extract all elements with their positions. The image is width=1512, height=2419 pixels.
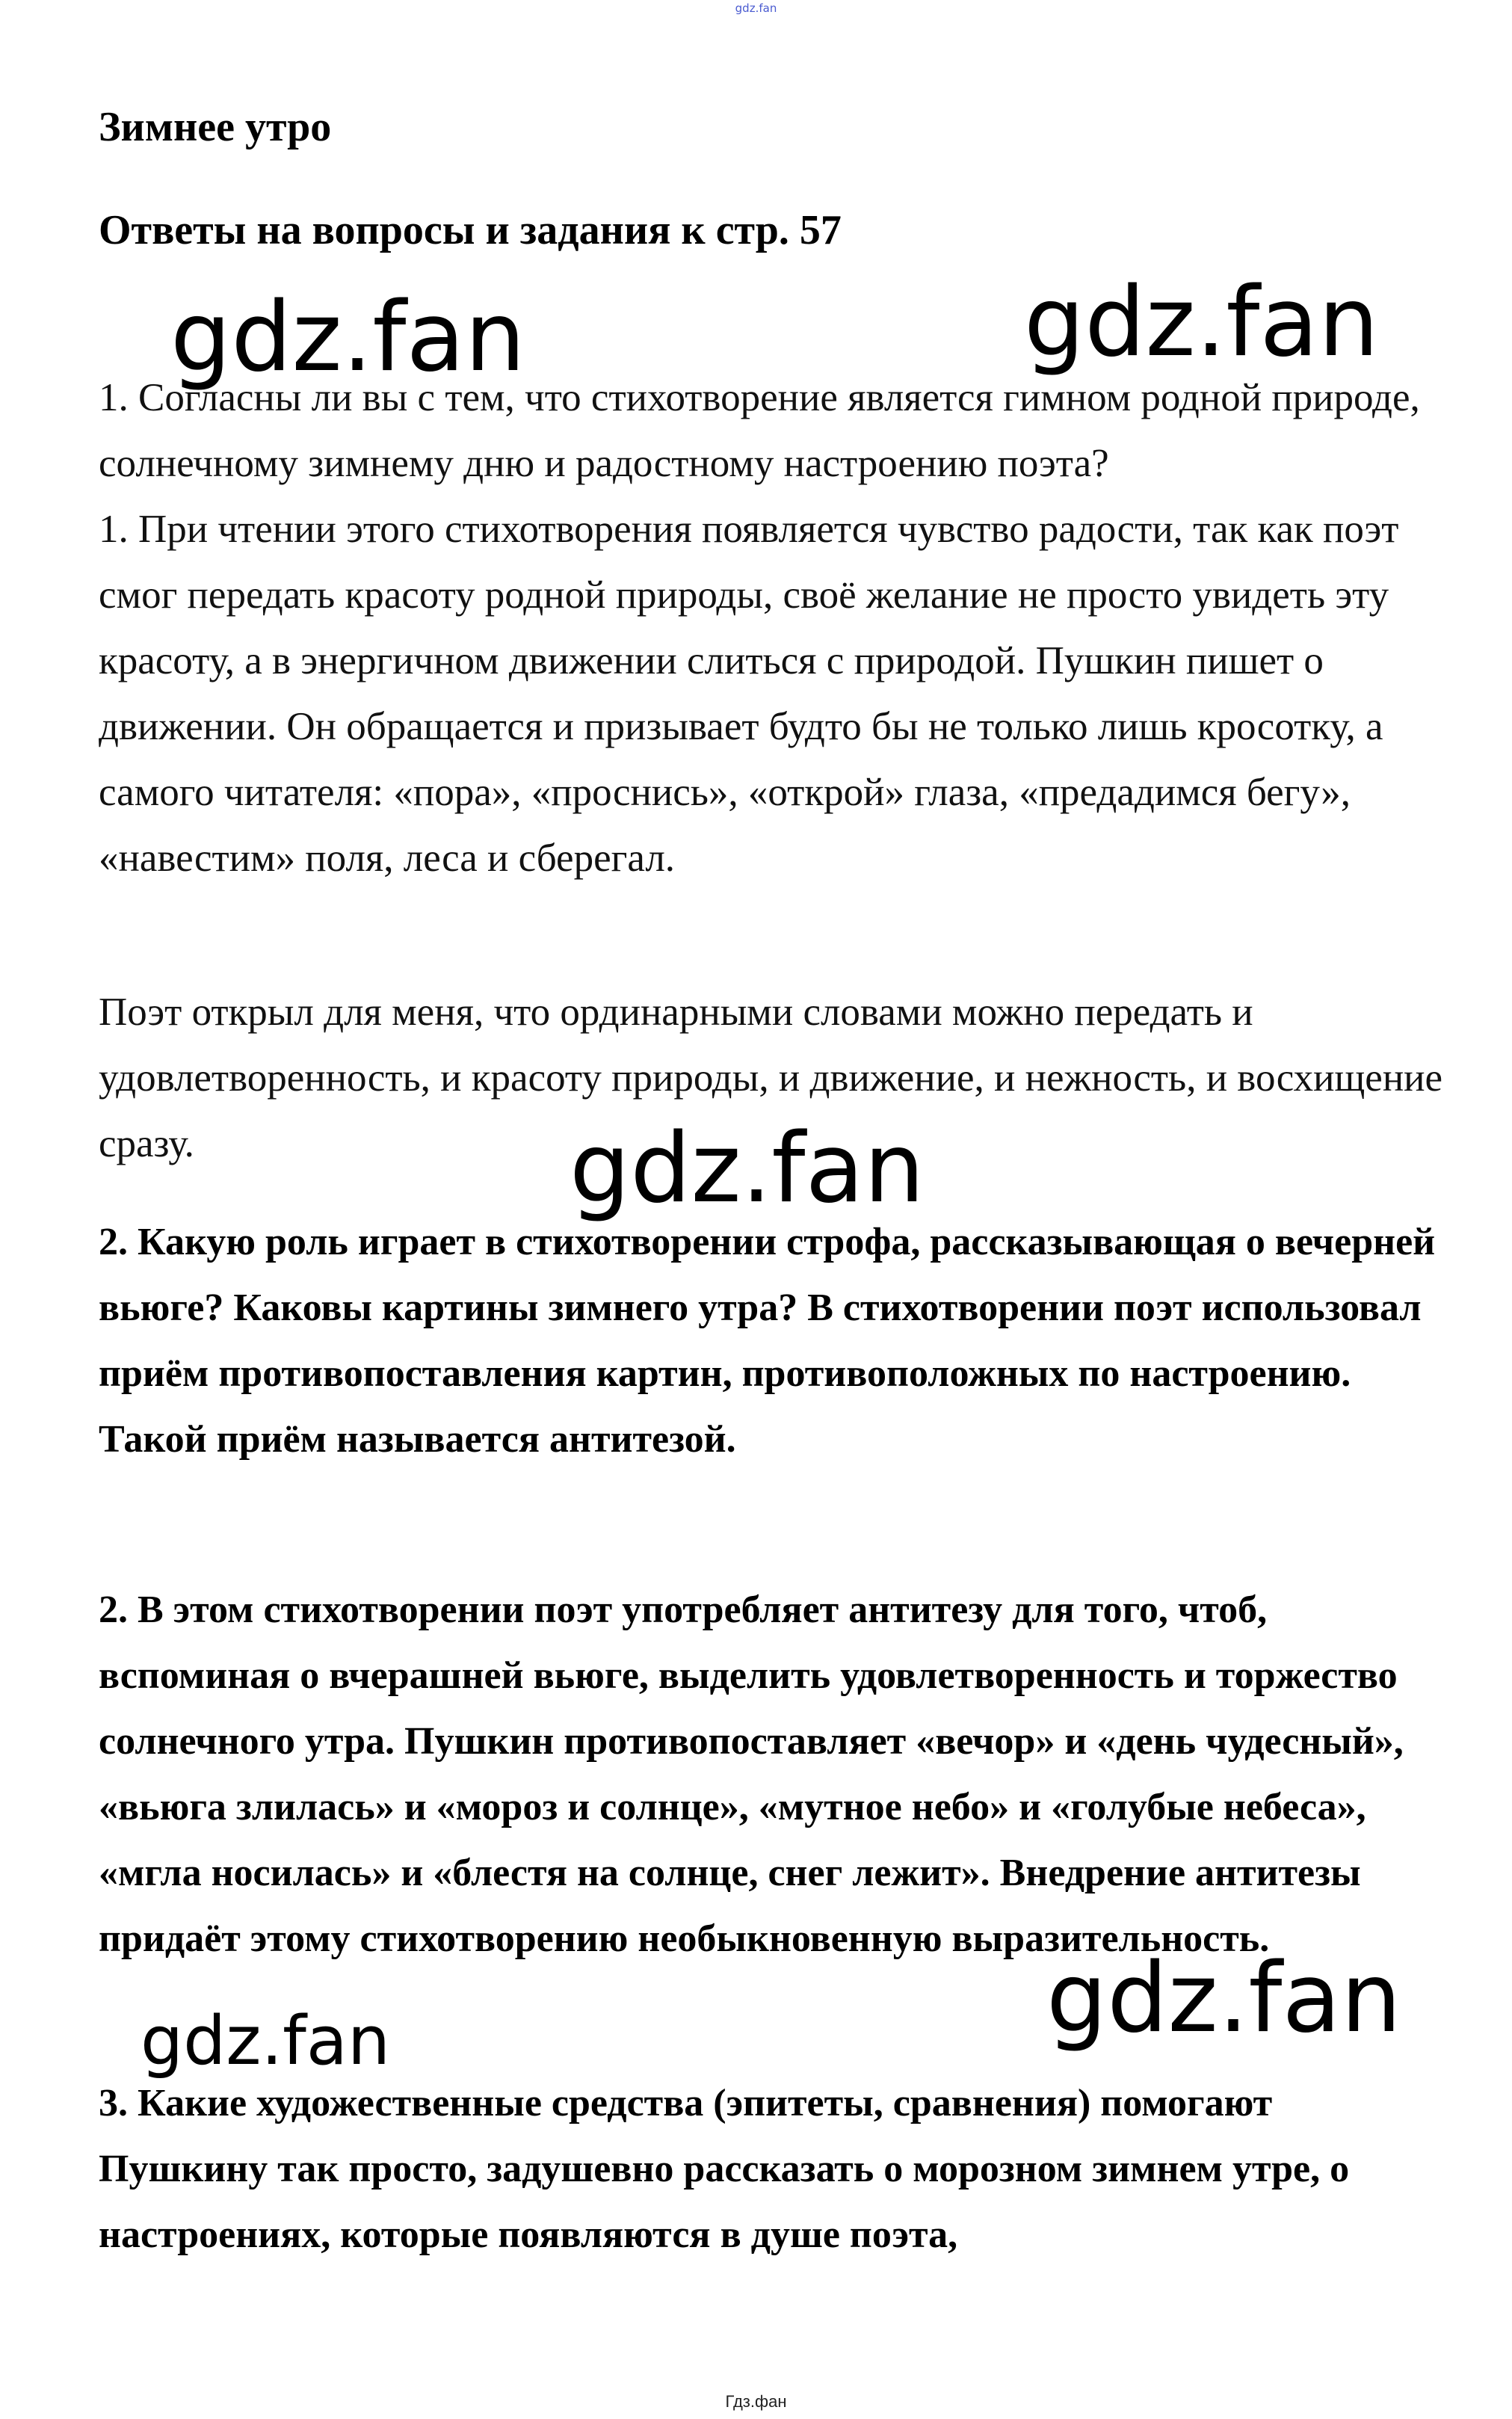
answer-1: 1. При чтении этого стихотворения появляется чувство радости, так как поэт смог передать красоту родной природы, своё желание не просто увидеть эту красоту, а в энергичном движении слиться с природой. Пушкин пишет о движении. Он обращается и призывает будто бы не только лишь кросотку, а самого читателя: «пора», «проснись», «открой» глаза, «предадимся бегу», «навестим» поля, леса и сберегал. (99, 508, 1399, 880)
page-footer: Гдз.фан (725, 2392, 787, 2411)
page-subtitle: Ответы на вопросы и задания к стр. 57 (99, 207, 842, 253)
watermark: gdz.fan (170, 282, 525, 393)
page-title: Зимнее утро (99, 104, 332, 150)
question-2: 2. Какую роль играет в стихотворении строфа, рассказывающая о вечерней вьюге? Каковы картины зимнего утра? В стихотворении поэт использовал приём противопоставления картин, противоположных по настроению. Такой приём называется антитезой. (99, 1221, 1436, 1461)
question-1: 1. Согласны ли вы с тем, что стихотворение является гимном родной природе, солнечному зимнему дню и радостному настроению поэта? (99, 376, 1420, 485)
watermark: gdz.fan (570, 1113, 925, 1224)
watermark: gdz.fan (141, 2002, 390, 2080)
watermark: gdz.fan (1024, 267, 1379, 378)
top-watermark: gdz.fan (735, 1, 777, 15)
question-3: 3. Какие художественные средства (эпитеты, сравнения) помогают Пушкину так просто, задушевно рассказать о морозном зимнем утре, о настроениях, которые появляются в душе поэта, (99, 2082, 1350, 2256)
watermark: gdz.fan (1046, 1943, 1401, 2054)
answer-2: 2. В этом стихотворении поэт употребляет антитезу для того, чтоб, вспоминая о вчерашней вьюге, выделить удовлетворенность и торжество солнечного утра. Пушкин противопоставляет «вечор» и «день чудесный», «вьюга злилась» и «мороз и солнце», «мутное небо» и «голубые небеса», «мгла носилась» и «блестя на солнце, снег лежит». Внедрение антитезы придаёт этому стихотворению необыкновенную выразительность. (99, 1588, 1404, 1960)
answer-1-continued: Поэт открыл для меня, что ординарными словами можно передать и удовлетворенность, и красоту природы, и движение, и нежность, и восхищение сразу. (99, 990, 1443, 1165)
